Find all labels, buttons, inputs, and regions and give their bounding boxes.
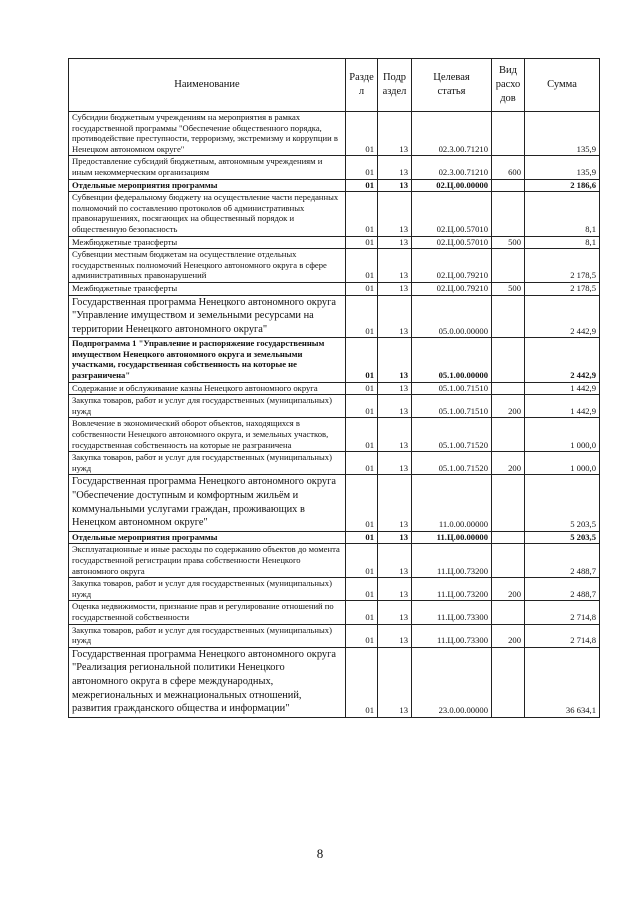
header-podrazdel-text: Подр аздел [382, 72, 407, 97]
cell-name: Отдельные мероприятия программы [69, 531, 346, 544]
cell-target: 11.Ц.00.73200 [412, 578, 492, 601]
cell-podrazdel: 13 [378, 395, 412, 418]
cell-sum: 2 178,5 [525, 249, 600, 283]
cell-name: Закупка товаров, работ и услуг для государственных (муниципальных) нужд [69, 624, 346, 647]
cell-target: 02.Ц.00.00000 [412, 179, 492, 192]
cell-podrazdel: 13 [378, 531, 412, 544]
cell-razdel: 01 [346, 179, 378, 192]
cell-vid: 200 [492, 624, 525, 647]
cell-sum: 2 488,7 [525, 544, 600, 578]
cell-razdel: 01 [346, 156, 378, 179]
cell-vid [492, 295, 525, 338]
cell-vid: 500 [492, 282, 525, 295]
cell-sum: 1 000,0 [525, 452, 600, 475]
cell-target: 02.Ц.00.57010 [412, 192, 492, 236]
cell-razdel: 01 [346, 452, 378, 475]
cell-name: Вовлечение в экономический оборот объектов, находящихся в собственности Ненецкого автономного округа, и земельных участков, государственная собственность на которые не разграничена [69, 418, 346, 452]
cell-vid [492, 647, 525, 717]
cell-podrazdel: 13 [378, 338, 412, 382]
cell-razdel: 01 [346, 647, 378, 717]
cell-vid [492, 531, 525, 544]
cell-podrazdel: 13 [378, 295, 412, 338]
cell-sum: 2 488,7 [525, 578, 600, 601]
cell-podrazdel: 13 [378, 647, 412, 717]
cell-name: Содержание и обслуживание казны Ненецкого автономного округа [69, 382, 346, 395]
cell-vid: 200 [492, 578, 525, 601]
table-row [69, 578, 600, 601]
table-row [69, 624, 600, 647]
cell-name: Государственная программа Ненецкого автономного округа "Реализация региональной политики Ненецкого автономного округа в сфере международных, межрегиональных и межнациональных отношений, развития гражданского общества и информации" [69, 647, 346, 717]
cell-name: Подпрограмма 1 "Управление и распоряжение государственным имуществом Ненецкого автономного округа и земельными участками, государственная собственность на которые не разграничена" [69, 338, 346, 382]
cell-podrazdel: 13 [378, 179, 412, 192]
table-body [69, 112, 600, 718]
cell-razdel: 01 [346, 236, 378, 249]
cell-razdel: 01 [346, 249, 378, 283]
cell-vid [492, 418, 525, 452]
cell-name: Субсидии бюджетным учреждениям на мероприятия в рамках государственной программы "Обеспечение общественного порядка, противодействие преступности, терроризму, экстремизму и коррупции в Ненецком автономном округе" [69, 112, 346, 156]
cell-podrazdel: 13 [378, 156, 412, 179]
header-vid [492, 59, 525, 112]
cell-target: 11.Ц.00.73300 [412, 624, 492, 647]
cell-vid: 200 [492, 452, 525, 475]
cell-razdel: 01 [346, 601, 378, 624]
table-row [69, 647, 600, 717]
header-razdel-text: Разде л [349, 72, 374, 97]
header-sum: Сумма [525, 59, 600, 112]
table-header-row [69, 59, 600, 112]
cell-target: 05.1.00.71510 [412, 382, 492, 395]
cell-razdel: 01 [346, 578, 378, 601]
cell-target: 11.0.00.00000 [412, 475, 492, 531]
cell-razdel: 01 [346, 192, 378, 236]
cell-sum: 8,1 [525, 236, 600, 249]
cell-vid: 200 [492, 395, 525, 418]
cell-vid [492, 382, 525, 395]
table-row [69, 295, 600, 338]
table-row [69, 112, 600, 156]
cell-podrazdel: 13 [378, 236, 412, 249]
table-row [69, 249, 600, 283]
cell-podrazdel: 13 [378, 601, 412, 624]
cell-target: 05.1.00.00000 [412, 338, 492, 382]
cell-target: 11.Ц.00.00000 [412, 531, 492, 544]
table-row [69, 338, 600, 382]
cell-sum: 5 203,5 [525, 475, 600, 531]
cell-name: Субвенции местным бюджетам на осуществление отдельных государственных полномочий Ненецкого автономного округа в сфере административных правонарушений [69, 249, 346, 283]
header-name: Наименование [69, 59, 346, 112]
cell-razdel: 01 [346, 544, 378, 578]
cell-podrazdel: 13 [378, 112, 412, 156]
cell-sum: 2 178,5 [525, 282, 600, 295]
budget-table [68, 58, 600, 718]
table-row [69, 192, 600, 236]
table-row [69, 475, 600, 531]
cell-name: Межбюджетные трансферты [69, 282, 346, 295]
cell-podrazdel: 13 [378, 475, 412, 531]
cell-target: 11.Ц.00.73300 [412, 601, 492, 624]
cell-vid [492, 601, 525, 624]
cell-target: 05.1.00.71510 [412, 395, 492, 418]
cell-razdel: 01 [346, 112, 378, 156]
cell-sum: 1 442,9 [525, 395, 600, 418]
cell-podrazdel: 13 [378, 249, 412, 283]
cell-name: Государственная программа Ненецкого автономного округа "Обеспечение доступным и комфортным жильём и коммунальными услугами граждан, проживающих в Ненецком автономном округе" [69, 475, 346, 531]
cell-sum: 1 000,0 [525, 418, 600, 452]
cell-podrazdel: 13 [378, 192, 412, 236]
cell-name: Предоставление субсидий бюджетным, автономным учреждениям и иным некоммерческим организациям [69, 156, 346, 179]
cell-sum: 135,9 [525, 112, 600, 156]
cell-vid [492, 544, 525, 578]
cell-name: Межбюджетные трансферты [69, 236, 346, 249]
cell-target: 02.Ц.00.57010 [412, 236, 492, 249]
cell-sum: 1 442,9 [525, 382, 600, 395]
cell-name: Эксплуатационные и иные расходы по содержанию объектов до момента государственной регистрации права собственности Ненецкого автономного округа [69, 544, 346, 578]
cell-podrazdel: 13 [378, 382, 412, 395]
cell-name: Оценка недвижимости, признание прав и регулирование отношений по государственной собственности [69, 601, 346, 624]
table-row [69, 382, 600, 395]
cell-razdel: 01 [346, 282, 378, 295]
cell-razdel: 01 [346, 338, 378, 382]
cell-vid [492, 475, 525, 531]
cell-sum: 2 442,9 [525, 338, 600, 382]
cell-razdel: 01 [346, 531, 378, 544]
table-row [69, 282, 600, 295]
header-razdel [346, 59, 378, 112]
cell-vid: 600 [492, 156, 525, 179]
table-row [69, 531, 600, 544]
cell-podrazdel: 13 [378, 578, 412, 601]
cell-sum: 5 203,5 [525, 531, 600, 544]
cell-razdel: 01 [346, 624, 378, 647]
table-row [69, 236, 600, 249]
table-row [69, 544, 600, 578]
cell-razdel: 01 [346, 475, 378, 531]
cell-podrazdel: 13 [378, 452, 412, 475]
cell-target: 02.3.00.71210 [412, 156, 492, 179]
cell-name: Субвенции федеральному бюджету на осуществление части переданных полномочий по составлению протоколов об административных правонарушениях, посягающих на общественный порядок и общественную безопасность [69, 192, 346, 236]
cell-name: Отдельные мероприятия программы [69, 179, 346, 192]
table-row [69, 418, 600, 452]
cell-name: Закупка товаров, работ и услуг для государственных (муниципальных) нужд [69, 578, 346, 601]
cell-razdel: 01 [346, 382, 378, 395]
cell-razdel: 01 [346, 418, 378, 452]
cell-target: 02.Ц.00.79210 [412, 282, 492, 295]
cell-target: 05.1.00.71520 [412, 418, 492, 452]
header-vid-text: Вид расхо дов [495, 65, 521, 104]
cell-razdel: 01 [346, 295, 378, 338]
header-target-text: Целевая статья [433, 72, 470, 97]
cell-target: 11.Ц.00.73200 [412, 544, 492, 578]
cell-vid: 500 [492, 236, 525, 249]
table-row [69, 395, 600, 418]
cell-podrazdel: 13 [378, 282, 412, 295]
table-row [69, 179, 600, 192]
cell-sum: 135,9 [525, 156, 600, 179]
cell-vid [492, 112, 525, 156]
cell-podrazdel: 13 [378, 544, 412, 578]
table-row [69, 452, 600, 475]
cell-vid [492, 179, 525, 192]
cell-name: Закупка товаров, работ и услуг для государственных (муниципальных) нужд [69, 452, 346, 475]
cell-podrazdel: 13 [378, 418, 412, 452]
cell-sum: 2 186,6 [525, 179, 600, 192]
header-target [412, 59, 492, 112]
cell-podrazdel: 13 [378, 624, 412, 647]
cell-target: 02.3.00.71210 [412, 112, 492, 156]
page-number: 8 [316, 846, 324, 861]
cell-vid [492, 249, 525, 283]
cell-name: Государственная программа Ненецкого автономного округа "Управление имуществом и земельными ресурсами на территории Ненецкого автономного округа" [69, 295, 346, 338]
cell-target: 05.0.00.00000 [412, 295, 492, 338]
cell-sum: 2 714,8 [525, 601, 600, 624]
cell-target: 02.Ц.00.79210 [412, 249, 492, 283]
cell-name: Закупка товаров, работ и услуг для государственных (муниципальных) нужд [69, 395, 346, 418]
header-podrazdel [378, 59, 412, 112]
table-row [69, 156, 600, 179]
cell-sum: 2 442,9 [525, 295, 600, 338]
cell-razdel: 01 [346, 395, 378, 418]
cell-sum: 36 634,1 [525, 647, 600, 717]
table-row [69, 601, 600, 624]
cell-vid [492, 338, 525, 382]
cell-sum: 8,1 [525, 192, 600, 236]
cell-sum: 2 714,8 [525, 624, 600, 647]
cell-target: 05.1.00.71520 [412, 452, 492, 475]
cell-vid [492, 192, 525, 236]
cell-target: 23.0.00.00000 [412, 647, 492, 717]
